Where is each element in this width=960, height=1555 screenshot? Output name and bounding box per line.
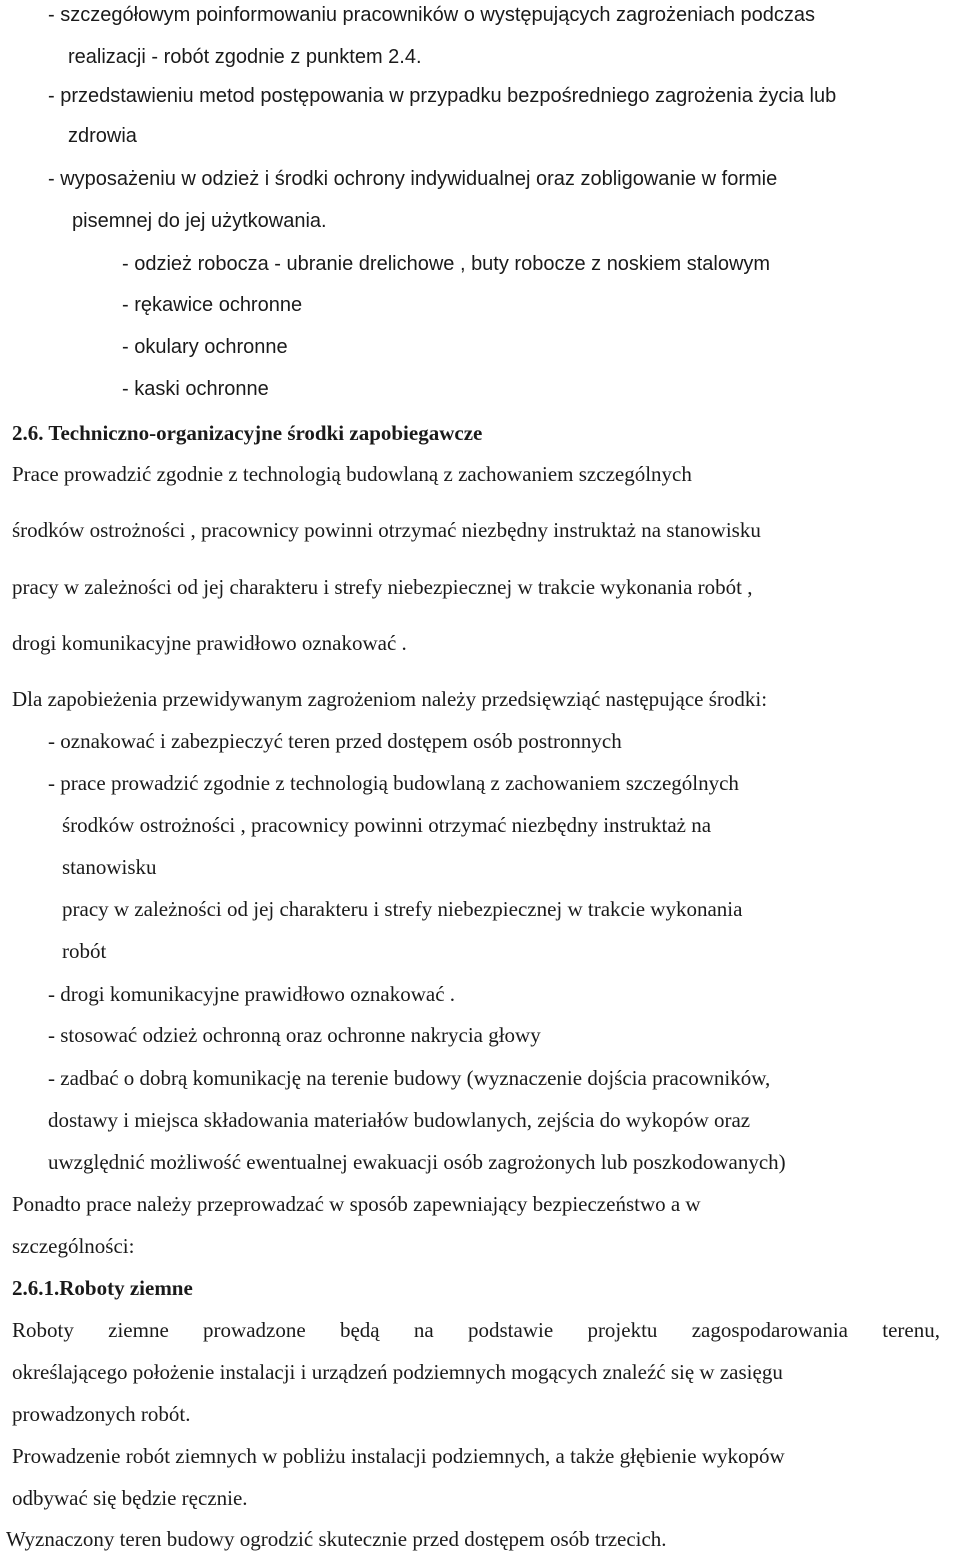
text-line: drogi komunikacyjne prawidłowo oznakować . (12, 631, 407, 655)
text-line: - przedstawieniu metod postępowania w przypadku bezpośredniego zagrożenia życia lub (48, 85, 837, 107)
text-line: - wyposażeniu w odzież i środki ochrony indywidualnej oraz zobligowanie w formie (48, 168, 778, 190)
text-line: stanowisku (62, 855, 157, 879)
bullet-item: - odzież robocza - ubranie drelichowe , buty robocze z noskiem stalowym (122, 253, 771, 275)
text-line: środków ostrożności , pracownicy powinni otrzymać niezbędny instruktaż na stanowisku (12, 518, 761, 542)
text-line: odbywać się będzie ręcznie. (12, 1486, 248, 1510)
bullet-item: - stosować odzież ochronną oraz ochronne nakrycia głowy (48, 1023, 541, 1047)
text-line: realizacji - robót zgodnie z punktem 2.4. (68, 46, 422, 68)
bullet-item: - oznakować i zabezpieczyć teren przed dostępem osób postronnych (48, 729, 622, 753)
text-line: Roboty ziemne prowadzone będą na podstawie projektu zagospodarowania terenu, (12, 1318, 940, 1342)
text-line: dostawy i miejsca składowania materiałów budowlanych, zejścia do wykopów oraz (48, 1108, 751, 1132)
text-line: Wyznaczony teren budowy ogrodzić skutecznie przed dostępem osób trzecich. (6, 1527, 667, 1551)
text-line: określającego położenie instalacji i urządzeń podziemnych mogących znaleźć się w zasięgu (12, 1360, 783, 1384)
subsection-heading: 2.6.1.Roboty ziemne (12, 1276, 193, 1300)
text-line: Prowadzenie robót ziemnych w pobliżu instalacji podziemnych, a także głębienie wykopów (12, 1444, 785, 1468)
text-line: pracy w zależności od jej charakteru i strefy niebezpiecznej w trakcie wykonania robót , (12, 575, 753, 599)
bullet-item: - okulary ochronne (122, 336, 288, 358)
text-line: uwzględnić możliwość ewentualnej ewakuacji osób zagrożonych lub poszkodowanych) (48, 1150, 786, 1174)
text-line: zdrowia (68, 125, 137, 147)
section-heading: 2.6. Techniczno-organizacyjne środki zapobiegawcze (12, 421, 483, 445)
bullet-item: - prace prowadzić zgodnie z technologią budowlaną z zachowaniem szczególnych (48, 771, 739, 795)
bullet-item: - drogi komunikacyjne prawidłowo oznakować . (48, 982, 456, 1006)
text-line: Dla zapobieżenia przewidywanym zagrożeniom należy przedsięwziąć następujące środki: (12, 687, 768, 711)
text-line: Ponadto prace należy przeprowadzać w sposób zapewniający bezpieczeństwo a w (12, 1192, 701, 1216)
bullet-item: - rękawice ochronne (122, 294, 303, 316)
bullet-item: - kaski ochronne (122, 378, 269, 400)
text-line: środków ostrożności , pracownicy powinni otrzymać niezbędny instruktaż na (62, 813, 712, 837)
text-line: pracy w zależności od jej charakteru i strefy niebezpiecznej w trakcie wykonania (62, 897, 743, 921)
text-line: szczególności: (12, 1234, 135, 1258)
text-line: prowadzonych robót. (12, 1402, 191, 1426)
bullet-item: - zadbać o dobrą komunikację na terenie budowy (wyznaczenie dojścia pracowników, (48, 1066, 771, 1090)
text-line: robót (62, 939, 107, 963)
text-line: pisemnej do jej użytkowania. (72, 210, 327, 232)
text-line: - szczegółowym poinformowaniu pracowników o występujących zagrożeniach podczas (48, 4, 816, 26)
text-line: Prace prowadzić zgodnie z technologią budowlaną z zachowaniem szczególnych (12, 462, 692, 486)
